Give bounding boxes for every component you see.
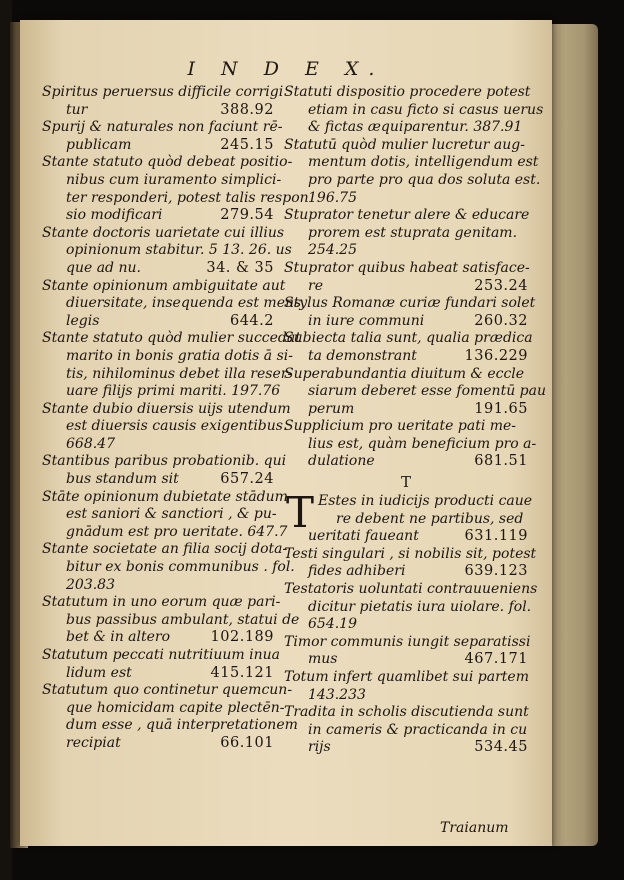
entry-line	[284, 687, 528, 705]
entry-line	[284, 383, 546, 401]
page-reference: 681.51	[474, 453, 528, 470]
entry-line	[42, 400, 291, 419]
entry-line	[42, 541, 288, 559]
index-entry	[284, 581, 538, 634]
entry-line	[284, 119, 528, 137]
entry-line	[42, 647, 280, 665]
entry-text: 668.47	[66, 435, 115, 452]
entry-text: Stuprator tenetur alere & educare	[284, 207, 530, 224]
index-entry	[42, 647, 280, 682]
entry-text: sio modificari	[66, 207, 163, 224]
index-entry	[42, 488, 288, 542]
entry-text: Statutū quòd mulier lucretur aug-	[284, 136, 525, 153]
index-entry	[42, 224, 292, 278]
entry-text: re	[308, 277, 323, 294]
entry-line	[284, 633, 531, 652]
index-entry	[284, 84, 544, 137]
entry-text: Spiritus peruersus difficile corrigi	[42, 84, 284, 100]
entry-text: legis	[66, 312, 100, 329]
entry-line: ueritati faueant 631.119	[308, 528, 528, 545]
entry-text: ter responderi, potest talis respon	[66, 189, 309, 206]
entry-line	[42, 137, 274, 155]
entry-line	[284, 435, 537, 454]
entry-text: nibus cum iuramento simplici-	[66, 171, 282, 188]
entry-text: opinionum stabitur. 5 13. 26. us	[66, 242, 292, 259]
entry-line: Estes in iudicijs producti caue	[318, 493, 533, 510]
entry-text: tur	[66, 101, 88, 118]
entry-line	[42, 735, 274, 753]
entry-line	[42, 189, 309, 208]
index-entry	[284, 136, 541, 207]
entry-line	[42, 242, 292, 260]
index-entry	[42, 154, 309, 224]
entry-line	[284, 366, 528, 384]
drop-cap: T	[286, 488, 315, 538]
page-reference: 639.123	[464, 563, 528, 580]
entry-text: que ad nu.	[66, 259, 141, 276]
entry-line	[42, 154, 293, 172]
page-reference: 415.121	[210, 664, 274, 681]
entry-text: Stuprator quibus habeat satisface-	[284, 259, 530, 276]
entry-line	[284, 154, 539, 172]
page-reference: 34. & 35	[206, 259, 274, 276]
entry-text: bitur ex bonis communibus . fol.	[66, 559, 295, 576]
entry-text: recipiat	[66, 734, 121, 751]
entry-line	[42, 577, 274, 595]
entry-line	[284, 313, 528, 331]
index-entry	[42, 682, 298, 752]
page-reference: 136.229	[464, 347, 528, 364]
entry-line	[42, 207, 274, 225]
entry-line	[42, 277, 286, 296]
entry-line	[284, 278, 528, 296]
entry-line	[42, 559, 295, 577]
entry-line	[284, 401, 528, 419]
entry-text: in iure communi	[308, 312, 425, 329]
entry-text: & fictas æquiparentur. 387.91	[308, 119, 523, 136]
entry-line	[284, 348, 528, 366]
entry-line	[284, 616, 528, 634]
entry-text: Statutum quo continetur quemcun-	[42, 682, 293, 699]
entry-text: diuersitate, insequenda est mens	[66, 295, 302, 312]
entry-line	[42, 523, 288, 542]
entry-text: tis, nihilominus debet illa reser-	[66, 365, 293, 382]
page-reference: 657.24	[220, 471, 274, 488]
index-entry	[284, 295, 536, 330]
entry-text: que homicidam capite plectēn-	[66, 699, 285, 716]
entry-line	[42, 295, 302, 313]
entry-text: est saniori & sanctiori , & pu-	[66, 506, 277, 523]
page-reference: 467.171	[464, 651, 528, 668]
entry-text: Stylus Romanæ curiæ fundari solet	[284, 295, 536, 312]
index-entry-dropcap	[284, 488, 533, 546]
entry-line	[284, 418, 528, 436]
index-entry	[42, 119, 283, 154]
entry-text: Stante statuto quòd debeat positio-	[42, 154, 293, 171]
index-entry	[284, 365, 546, 419]
entry-text: Testi singulari , si nobilis sit, potest	[284, 545, 537, 562]
entry-line	[42, 418, 288, 436]
entry-text: Stante societate an filia socij dota-	[42, 541, 288, 558]
page-title: I N D E X.	[187, 58, 385, 80]
entry-text: 654.19	[308, 616, 357, 633]
index-entry	[42, 453, 287, 488]
entry-line	[42, 594, 281, 612]
section-letter: T	[400, 473, 411, 492]
entry-line	[284, 581, 538, 599]
entry-text: Statutum in uno eorum quæ pari-	[42, 594, 281, 611]
index-entry	[42, 84, 284, 119]
entry-line	[284, 453, 528, 471]
entry-line	[42, 313, 274, 331]
entry-line	[42, 453, 287, 471]
index-entry	[42, 541, 295, 594]
entry-text: 196.75	[308, 189, 357, 206]
entry-text: bus passibus ambulant, statui de	[66, 611, 300, 628]
entry-line	[284, 545, 537, 564]
page-reference: 260.32	[474, 312, 528, 329]
entry-text: Tradita in scholis discutienda sunt	[284, 704, 529, 721]
entry-text: prorem est stuprata genitam.	[308, 224, 518, 241]
page-reference: 245.15	[220, 136, 274, 153]
entry-line	[42, 471, 274, 489]
entry-text: Stantibus paribus probationib. qui	[42, 453, 287, 470]
index-entry	[284, 545, 537, 581]
index-entry	[284, 704, 528, 757]
entry-line	[284, 171, 541, 190]
index-entry	[284, 669, 528, 704]
entry-text: dulatione	[308, 453, 375, 470]
entry-line	[42, 347, 293, 366]
entry-text: dicitur pietatis iura uiolare. fol.	[308, 598, 532, 615]
entry-text: Statuti dispositio procedere potest	[284, 84, 531, 100]
entry-text: Subiecta talia sunt, qualia prædica	[284, 330, 533, 347]
entry-line	[42, 102, 274, 120]
entry-line	[284, 84, 531, 102]
entry-line	[284, 739, 528, 757]
entry-text: Statutum peccati nutritiuum inua	[42, 647, 280, 663]
entry-line	[284, 137, 528, 155]
catchword: Traianum	[440, 820, 509, 836]
book-cover-edge	[552, 24, 598, 846]
entry-text: Testatoris uoluntati contrauueniens	[284, 581, 538, 598]
entry-line	[284, 242, 528, 260]
index-entry	[42, 400, 291, 454]
entry-text: in cameris & practicanda in cu	[308, 721, 528, 738]
entry-text: Totum infert quamlibet sui partem	[284, 669, 529, 685]
entry-line	[284, 563, 528, 581]
entry-line	[42, 717, 298, 735]
entry-text: etiam in casu ficto si casus uerus	[308, 101, 544, 118]
entry-text: Stante dubio diuersis uijs utendum	[42, 400, 291, 417]
index-entry	[42, 594, 300, 647]
page-reference: 66.101	[220, 734, 274, 751]
entry-line	[284, 295, 536, 313]
page-reference: 191.65	[474, 400, 528, 417]
book-page	[20, 20, 552, 846]
entry-line: re debent ne partibus, sed	[336, 510, 524, 527]
entry-line	[42, 119, 283, 137]
entry-line	[42, 330, 301, 348]
entry-line	[284, 669, 528, 687]
entry-line	[284, 190, 528, 208]
entry-text: bus standum sit	[66, 471, 179, 488]
entry-text: mentum dotis, intelligendum est	[308, 154, 539, 171]
entry-text: bet & in altero	[66, 629, 171, 646]
entry-line	[42, 436, 274, 454]
entry-text: est diuersis causis exigentibus.	[66, 418, 288, 435]
index-entry	[284, 330, 533, 365]
entry-line	[284, 722, 528, 740]
entry-text: marito in bonis gratia dotis ā si-	[66, 347, 293, 364]
entry-text: ta demonstrant	[308, 347, 417, 364]
entry-text: siarum deberet esse fomentū pau	[308, 383, 546, 400]
entry-line	[42, 224, 285, 243]
entry-line	[42, 629, 274, 647]
page-reference: 102.189	[210, 629, 274, 646]
entry-text: dum esse , quā interpretationem	[66, 717, 298, 734]
entry-line	[42, 84, 284, 102]
entry-line	[284, 260, 528, 278]
left-column	[42, 84, 309, 753]
page-reference: 253.24	[474, 277, 528, 294]
entry-text: Superabundantia diuitum & eccle	[284, 365, 525, 382]
entry-line	[284, 598, 532, 617]
entry-text: 254.25	[308, 242, 357, 259]
right-column	[284, 84, 546, 757]
entry-line	[284, 704, 528, 722]
entry-line	[42, 699, 285, 718]
entry-line	[284, 101, 544, 120]
entry-text: Supplicium pro ueritate pati me-	[284, 418, 517, 435]
entry-text: gnādum est pro ueritate. 647.7	[66, 523, 288, 540]
index-entry	[42, 277, 302, 331]
entry-text: Stāte opinionum dubietate stādum	[42, 488, 288, 505]
entry-text: mus	[308, 651, 338, 668]
entry-text: Spurij & naturales non faciunt rē-	[42, 119, 283, 136]
entry-text: Timor communis iungit separatissi	[284, 633, 531, 650]
entry-line	[42, 260, 274, 278]
entry-text: publicam	[66, 136, 132, 153]
index-entry	[284, 418, 537, 471]
page-reference: 644.2	[229, 312, 274, 329]
entry-line	[42, 365, 293, 384]
entry-text: lius est, quàm beneficium pro a-	[308, 435, 537, 452]
entry-text: 203.83	[66, 576, 115, 593]
entry-line	[42, 506, 277, 524]
page-reference: 631.119	[464, 528, 528, 545]
entry-line	[42, 611, 300, 630]
entry-text: fides adhiberi	[308, 563, 406, 580]
entry-line	[284, 330, 533, 348]
entry-text: lidum est	[66, 664, 132, 681]
entry-text: uare filijs primi mariti. 197.76	[66, 383, 281, 400]
entry-text: rijs	[308, 739, 331, 756]
entry-line	[42, 488, 288, 507]
entry-line	[42, 682, 293, 700]
entry-line	[42, 171, 282, 190]
index-entry	[42, 330, 301, 400]
entry-text: Stante doctoris uarietate cui illius	[42, 224, 285, 241]
entry-text: pro parte pro qua dos soluta est.	[308, 171, 541, 188]
entry-line	[42, 665, 274, 683]
index-entry	[284, 260, 528, 295]
index-entry	[284, 207, 528, 260]
entry-text: 143.233	[308, 686, 366, 703]
entry-text: Stante opinionum ambiguitate aut	[42, 277, 286, 294]
entry-line	[284, 651, 528, 669]
page-reference: 534.45	[474, 739, 528, 756]
entry-line	[42, 383, 281, 401]
entry-text: Stante statuto quòd mulier succedat	[42, 330, 301, 347]
entry-line	[284, 225, 528, 243]
page-reference: 279.54	[220, 207, 274, 224]
index-entry	[284, 633, 531, 669]
entry-line	[284, 207, 528, 225]
page-reference: 388.92	[220, 101, 274, 118]
entry-text: perum	[308, 400, 355, 417]
